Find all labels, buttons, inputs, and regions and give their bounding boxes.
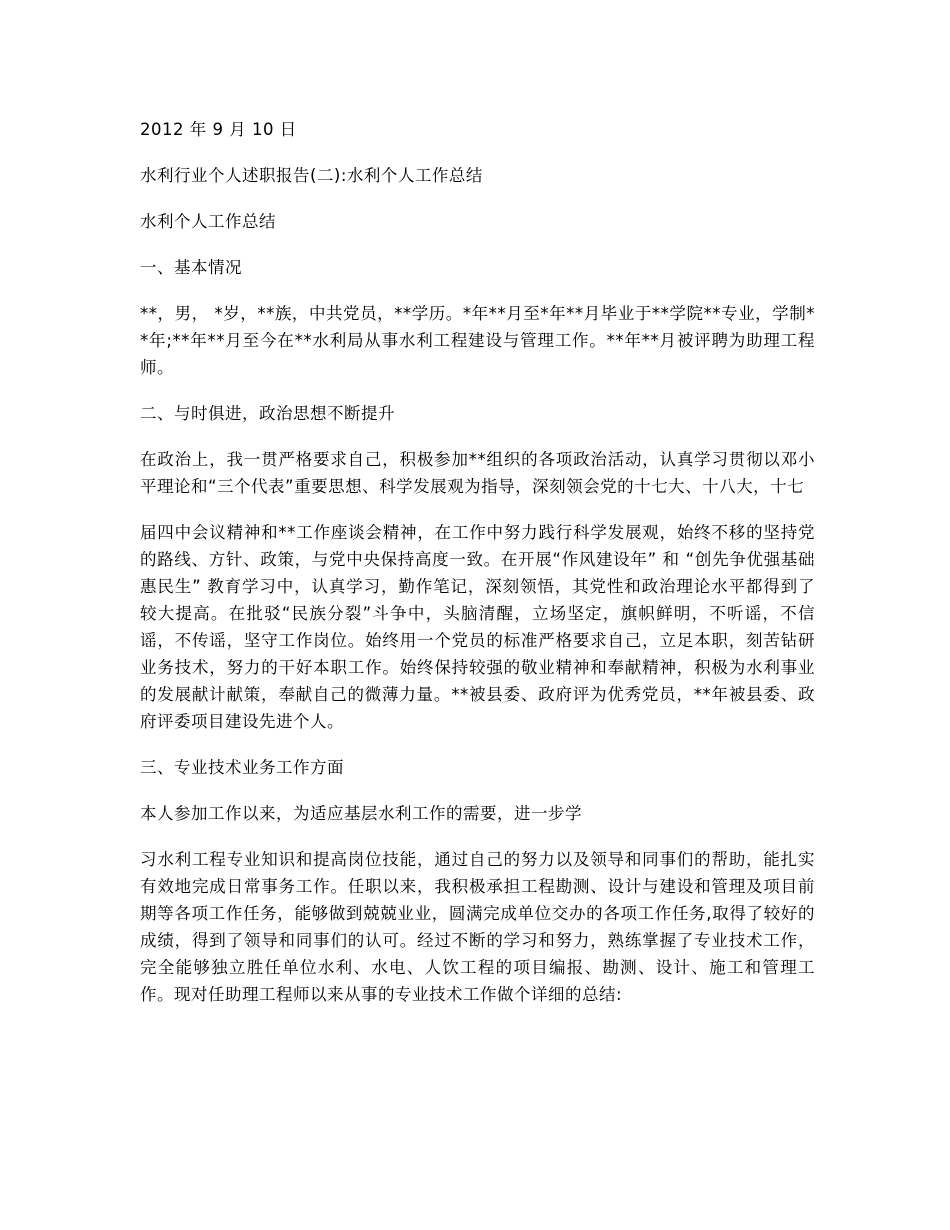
section-3-heading: 三、专业技术业务工作方面 <box>140 758 344 777</box>
section-2-heading: 二、与时俱进，政治思想不断提升 <box>140 404 395 423</box>
section-3-paragraph-2: 习水利工程专业知识和提高岗位技能，通过自己的努力以及领导和同事们的帮助，能扎实有效地完成日常事务工作。任职以来，我积极承担工程勘测、设计与建设和管理及项目前期等各项工作任务，能够做到兢兢业业，圆满完成单位交办的各项工作任务,取得了较好的成绩，得到了领导和同事们的认可。经过不断的学习和努力，熟练掌握了专业技术工作，完全能够独立胜任单位水利、水电、人饮工程的项目编报、勘测、设计、施工和管理工作。现对任助理工程师以来从事的专业技术工作做个详细的总结: <box>140 850 815 1004</box>
section-2-paragraph-1: 在政治上，我一贯严格要求自己，积极参加**组织的各项政治活动，认真学习贯彻以邓小平理论和“三个代表”重要思想、科学发展观为指导，深刻领会党的十七大、十八大，十七 <box>140 450 815 496</box>
report-date: 2012 年 9 月 10 日 <box>140 120 297 139</box>
section-3-paragraph-1: 本人参加工作以来，为适应基层水利工作的需要，进一步学 <box>140 804 582 823</box>
section-2-paragraph-2: 届四中会议精神和**工作座谈会精神，在工作中努力践行科学发展观，始终不移的坚持党的路线、方针、政策，与党中央保持高度一致。在开展“作风建设年” 和 “创先争优强基础惠民生” 教育学习中，认真学习，勤作笔记，深刻领悟，其党性和政治理论水平都得到了较大提高。在批驳“民族分裂”斗争中，头脑清醒，立场坚定，旗帜鲜明，不听谣，不信谣，不传谣，坚守工作岗位。始终用一个党员的标准严格要求自己，立足本职，刻苦钻研业务技术，努力的干好本职工作。始终保持较强的敬业精神和奉献精神，积极为水利事业的发展献计献策，奉献自己的微薄力量。**被县委、政府评为优秀党员，**年被县委、政府评委项目建设先进个人。 <box>140 523 815 731</box>
section-1-body: **，男， *岁，**族，中共党员，**学历。*年**月至*年**月毕业于**学院**专业，学制**年;**年**月至今在**水利局从事水利工程建设与管理工作。**年**月被评聘为助理工程师。 <box>140 304 815 377</box>
document-body <box>140 116 815 1027</box>
section-1-heading: 一、基本情况 <box>140 258 242 277</box>
report-subtitle: 水利个人工作总结 <box>140 212 276 231</box>
report-title: 水利行业个人述职报告(二):水利个人工作总结 <box>140 166 483 185</box>
